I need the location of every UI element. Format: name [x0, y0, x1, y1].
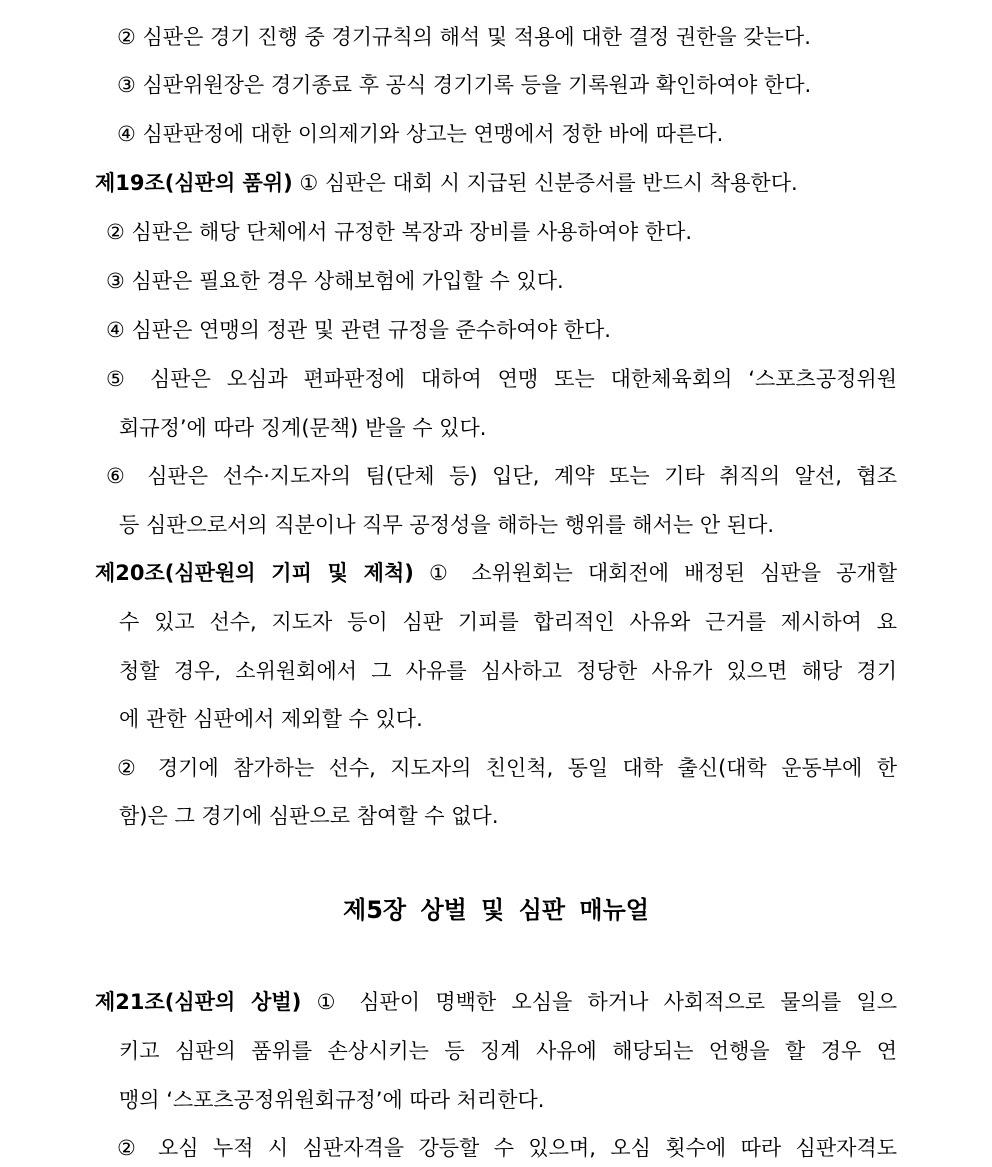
art19-clause-6-line-1: ⑥ 심판은 선수·지도자의 팀(단체 등) 입단, 계약 또는 기타 취직의 알선, 협조 [106, 464, 897, 488]
art20-clause-1-line-2: 수 있고 선수, 지도자 등이 심판 기피를 합리적인 사유와 근거를 제시하여 요 [119, 610, 897, 634]
art18-clause-4: ④ 심판판정에 대한 이의제기와 상고는 연맹에서 정한 바에 따른다. [117, 122, 724, 146]
art20-heading: 제20조(심판원의 기피 및 제척) [95, 561, 414, 585]
art20-clause-2-line-2: 함)은 그 경기에 심판으로 참여할 수 없다. [119, 804, 499, 828]
art21-first-line [95, 987, 897, 1017]
art18-clause-2: ② 심판은 경기 진행 중 경기규칙의 해석 및 적용에 대한 결정 권한을 갖는다. [117, 25, 811, 49]
art21-clause-1-line-1: ① 심판이 명백한 오심을 하거나 사회적으로 물의를 일으 [316, 990, 897, 1014]
art20-first-line [95, 558, 897, 588]
chapter-title: 제5장 상벌 및 심판 매뉴얼 [343, 896, 649, 924]
art20-clause-2-line-1: ② 경기에 참가하는 선수, 지도자의 친인척, 동일 대학 출신(대학 운동부에 한 [117, 756, 897, 780]
art20-clause-1-line-1: ① 소위원회는 대회전에 배정된 심판을 공개할 [428, 561, 897, 585]
art21-clause-2-line-1: ② 오심 누적 시 심판자격을 강등할 수 있으며, 오심 횟수에 따라 심판자격도 [117, 1136, 897, 1160]
art19-first-line [95, 168, 992, 198]
art19-clause-2: ② 심판은 해당 단체에서 규정한 복장과 장비를 사용하여야 한다. [106, 220, 693, 244]
art19-clause-5-line-1: ⑤ 심판은 오심과 편파판정에 대하여 연맹 또는 대한체육회의 ‘스포츠공정위원 [106, 367, 897, 391]
art21-clause-1-line-3: 맹의 ‘스포츠공정위원회규정’에 따라 처리한다. [119, 1088, 545, 1112]
art19-clause-1: ① 심판은 대회 시 지급된 신분증서를 반드시 착용한다. [299, 171, 798, 195]
art19-clause-3: ③ 심판은 필요한 경우 상해보험에 가입할 수 있다. [106, 269, 564, 293]
art19-heading: 제19조(심판의 품위) [95, 171, 293, 195]
art19-clause-5-line-2: 회규정’에 따라 징계(문책) 받을 수 있다. [119, 416, 487, 440]
art20-clause-1-line-4: 에 관한 심판에서 제외할 수 있다. [119, 707, 423, 731]
art19-clause-6-line-2: 등 심판으로서의 직분이나 직무 공정성을 해하는 행위를 해서는 안 된다. [119, 513, 775, 537]
art21-clause-1-line-2: 키고 심판의 품위를 손상시키는 등 징계 사유에 해당되는 언행을 할 경우 연 [119, 1039, 897, 1063]
art19-clause-4: ④ 심판은 연맹의 정관 및 관련 규정을 준수하여야 한다. [106, 318, 611, 342]
art20-clause-1-line-3: 청할 경우, 소위원회에서 그 사유를 심사하고 정당한 사유가 있으면 해당 경기 [119, 659, 897, 683]
art18-clause-3: ③ 심판위원장은 경기종료 후 공식 경기기록 등을 기록원과 확인하여야 한다. [117, 73, 812, 97]
art21-heading: 제21조(심판의 상벌) [95, 990, 302, 1014]
